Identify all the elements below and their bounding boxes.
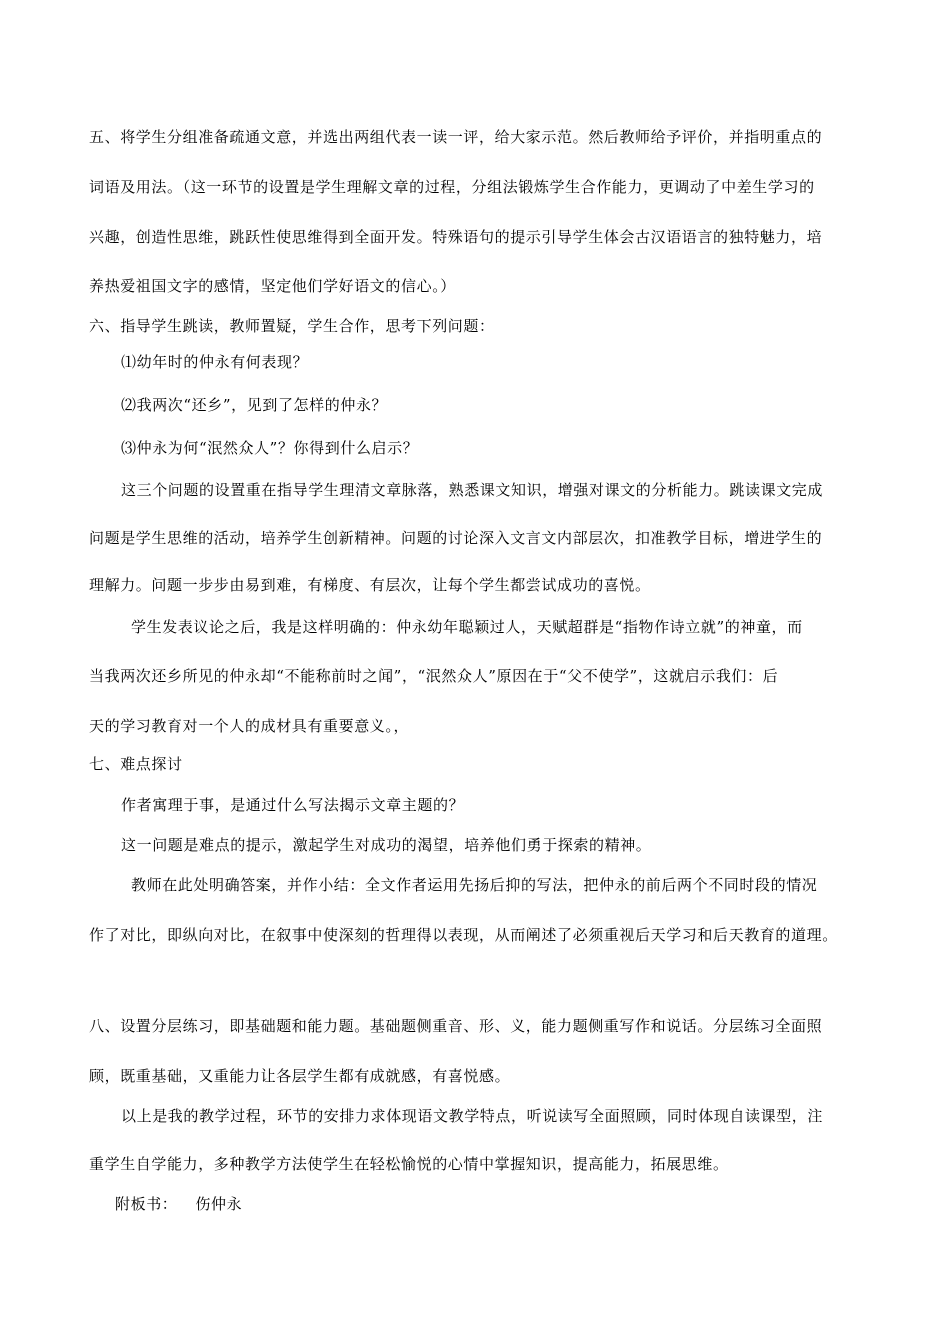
section-heading: 八、设置分层练习，即基础题和能力题。基础题侧重音、形、义，能力题侧重写作和说话。分层练习全面照 [89, 1017, 823, 1035]
board-line [115, 1194, 242, 1214]
text-line: 这一问题是难点的提示，激起学生对成功的渴望，培养他们勇于探索的精神。 [121, 836, 652, 854]
text-line: 理解力。问题一步步由易到难，有梯度、有层次，让每个学生都尝试成功的喜悦。 [89, 576, 651, 594]
text-line: 顾，既重基础，又重能力让各层学生都有成就感，有喜悦感。 [89, 1067, 511, 1085]
section-heading: 六、指导学生跳读，教师置疑，学生合作，思考下列问题： [89, 317, 495, 335]
text-line: 天的学习教育对一个人的成材具有重要意义。， [89, 717, 410, 735]
text-line: 五、将学生分组准备疏通文意，并选出两组代表一读一评，给大家示范。然后教师给予评价，并指明重点的 [89, 128, 823, 146]
text-line: 兴趣，创造性思维，跳跃性使思维得到全面开发。特殊语句的提示引导学生体会古汉语语言的独特魅力，培 [89, 228, 823, 246]
text-line: 词语及用法。（这一环节的设置是学生理解文章的过程，分组法锻炼学生合作能力，更调动了中差生学习的 [89, 178, 815, 196]
text-line: 重学生自学能力，多种教学方法使学生在轻松愉悦的心情中掌握知识，提高能力，拓展思维。 [89, 1155, 729, 1173]
question-item: ⑵我两次“还乡”，见到了怎样的仲永？ [121, 396, 388, 414]
text-line: 当我两次还乡所见的仲永却“不能称前时之闻”，“泯然众人”原因在于“父不使学”，这就启示我们：后 [89, 667, 779, 685]
text-line: 以上是我的教学过程，环节的安排力求体现语文教学特点，听说读写全面照顾，同时体现自读课型，注 [121, 1107, 824, 1125]
text-line: 这三个问题的设置重在指导学生理清文章脉落，熟悉课文知识，增强对课文的分析能力。跳读课文完成 [121, 481, 824, 499]
question-item: ⑴幼年时的仲永有何表现？ [121, 353, 309, 371]
section-heading: 七、难点探讨 [89, 755, 183, 773]
text-line: 问题是学生思维的活动，培养学生创新精神。问题的讨论深入文言文内部层次，扣准教学目标，增进学生的 [89, 529, 823, 547]
question-item: ⑶仲永为何“泯然众人”？你得到什么启示？ [121, 439, 419, 457]
text-line: 作了对比，即纵向对比，在叙事中使深刻的哲理得以表现，从而阐述了必须重视后天学习和后天教育的道理。 [89, 926, 838, 944]
board-title: 伤仲永 [195, 1195, 243, 1213]
text-line: 学生发表议论之后，我是这样明确的：仲永幼年聪颖过人，天赋超群是“指物作诗立就”的神童，而 [131, 618, 803, 636]
board-label: 附板书： [115, 1195, 178, 1213]
text-line: 教师在此处明确答案，并作小结：全文作者运用先扬后抑的写法，把仲永的前后两个不同时段的情况 [131, 876, 818, 894]
text-line: 作者寓理于事，是通过什么写法揭示文章主题的？ [121, 796, 465, 814]
text-line: 养热爱祖国文字的感情，坚定他们学好语文的信心。） [89, 277, 456, 295]
